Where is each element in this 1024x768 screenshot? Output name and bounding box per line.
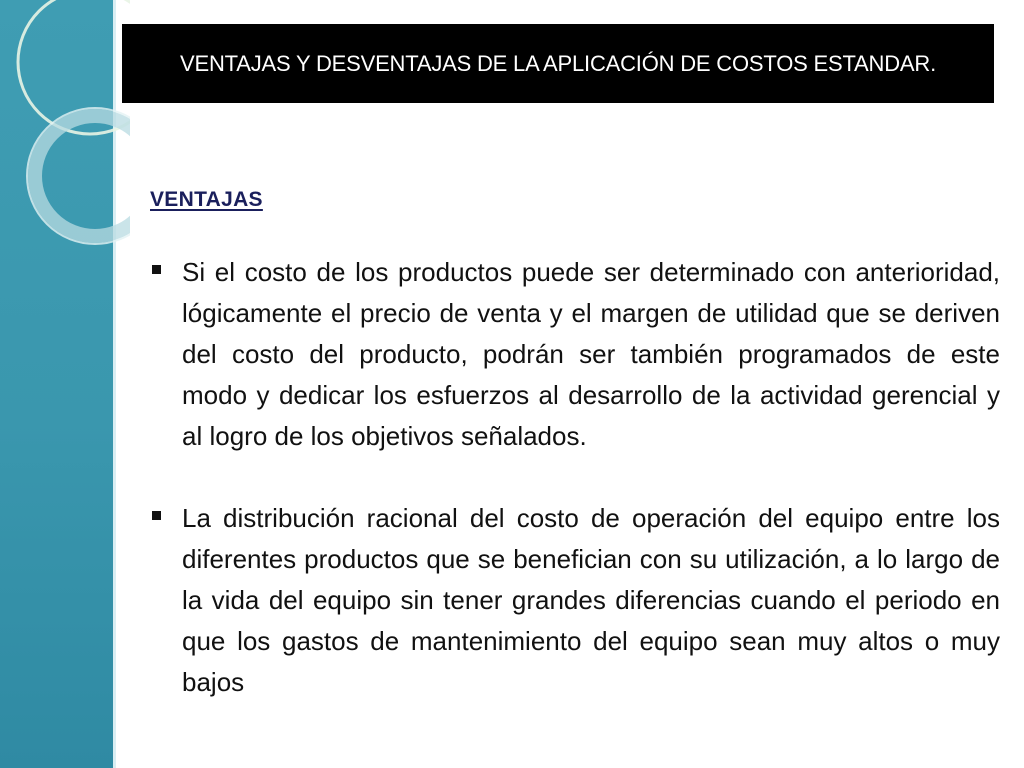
list-item <box>150 498 1000 703</box>
bullet-text: La distribución racional del costo de operación del equipo entre los diferentes productos que se benefician con su utilización, a lo largo de la vida del equipo sin tener grandes diferencias cuando el periodo en que los gastos de mantenimiento del equipo sean muy altos o muy bajos <box>182 503 1000 697</box>
slide-title: VENTAJAS Y DESVENTAJAS DE LA APLICACIÓN DE COSTOS ESTANDAR. <box>180 50 936 76</box>
bullet-list <box>150 252 1000 744</box>
list-item <box>150 252 1000 457</box>
bullet-text: Si el costo de los productos puede ser determinado con anterioridad, lógicamente el precio de venta y el margen de utilidad que se deriven del costo del producto, podrán ser también programados de este modo y dedicar los esfuerzos al desarrollo de la actividad gerencial y al logro de los objetivos señalados. <box>182 257 1000 451</box>
title-bar <box>122 24 994 103</box>
square-bullet-icon <box>152 265 161 274</box>
decorative-rings-icon <box>0 0 130 260</box>
section-heading: VENTAJAS <box>150 188 263 211</box>
square-bullet-icon <box>152 511 161 520</box>
